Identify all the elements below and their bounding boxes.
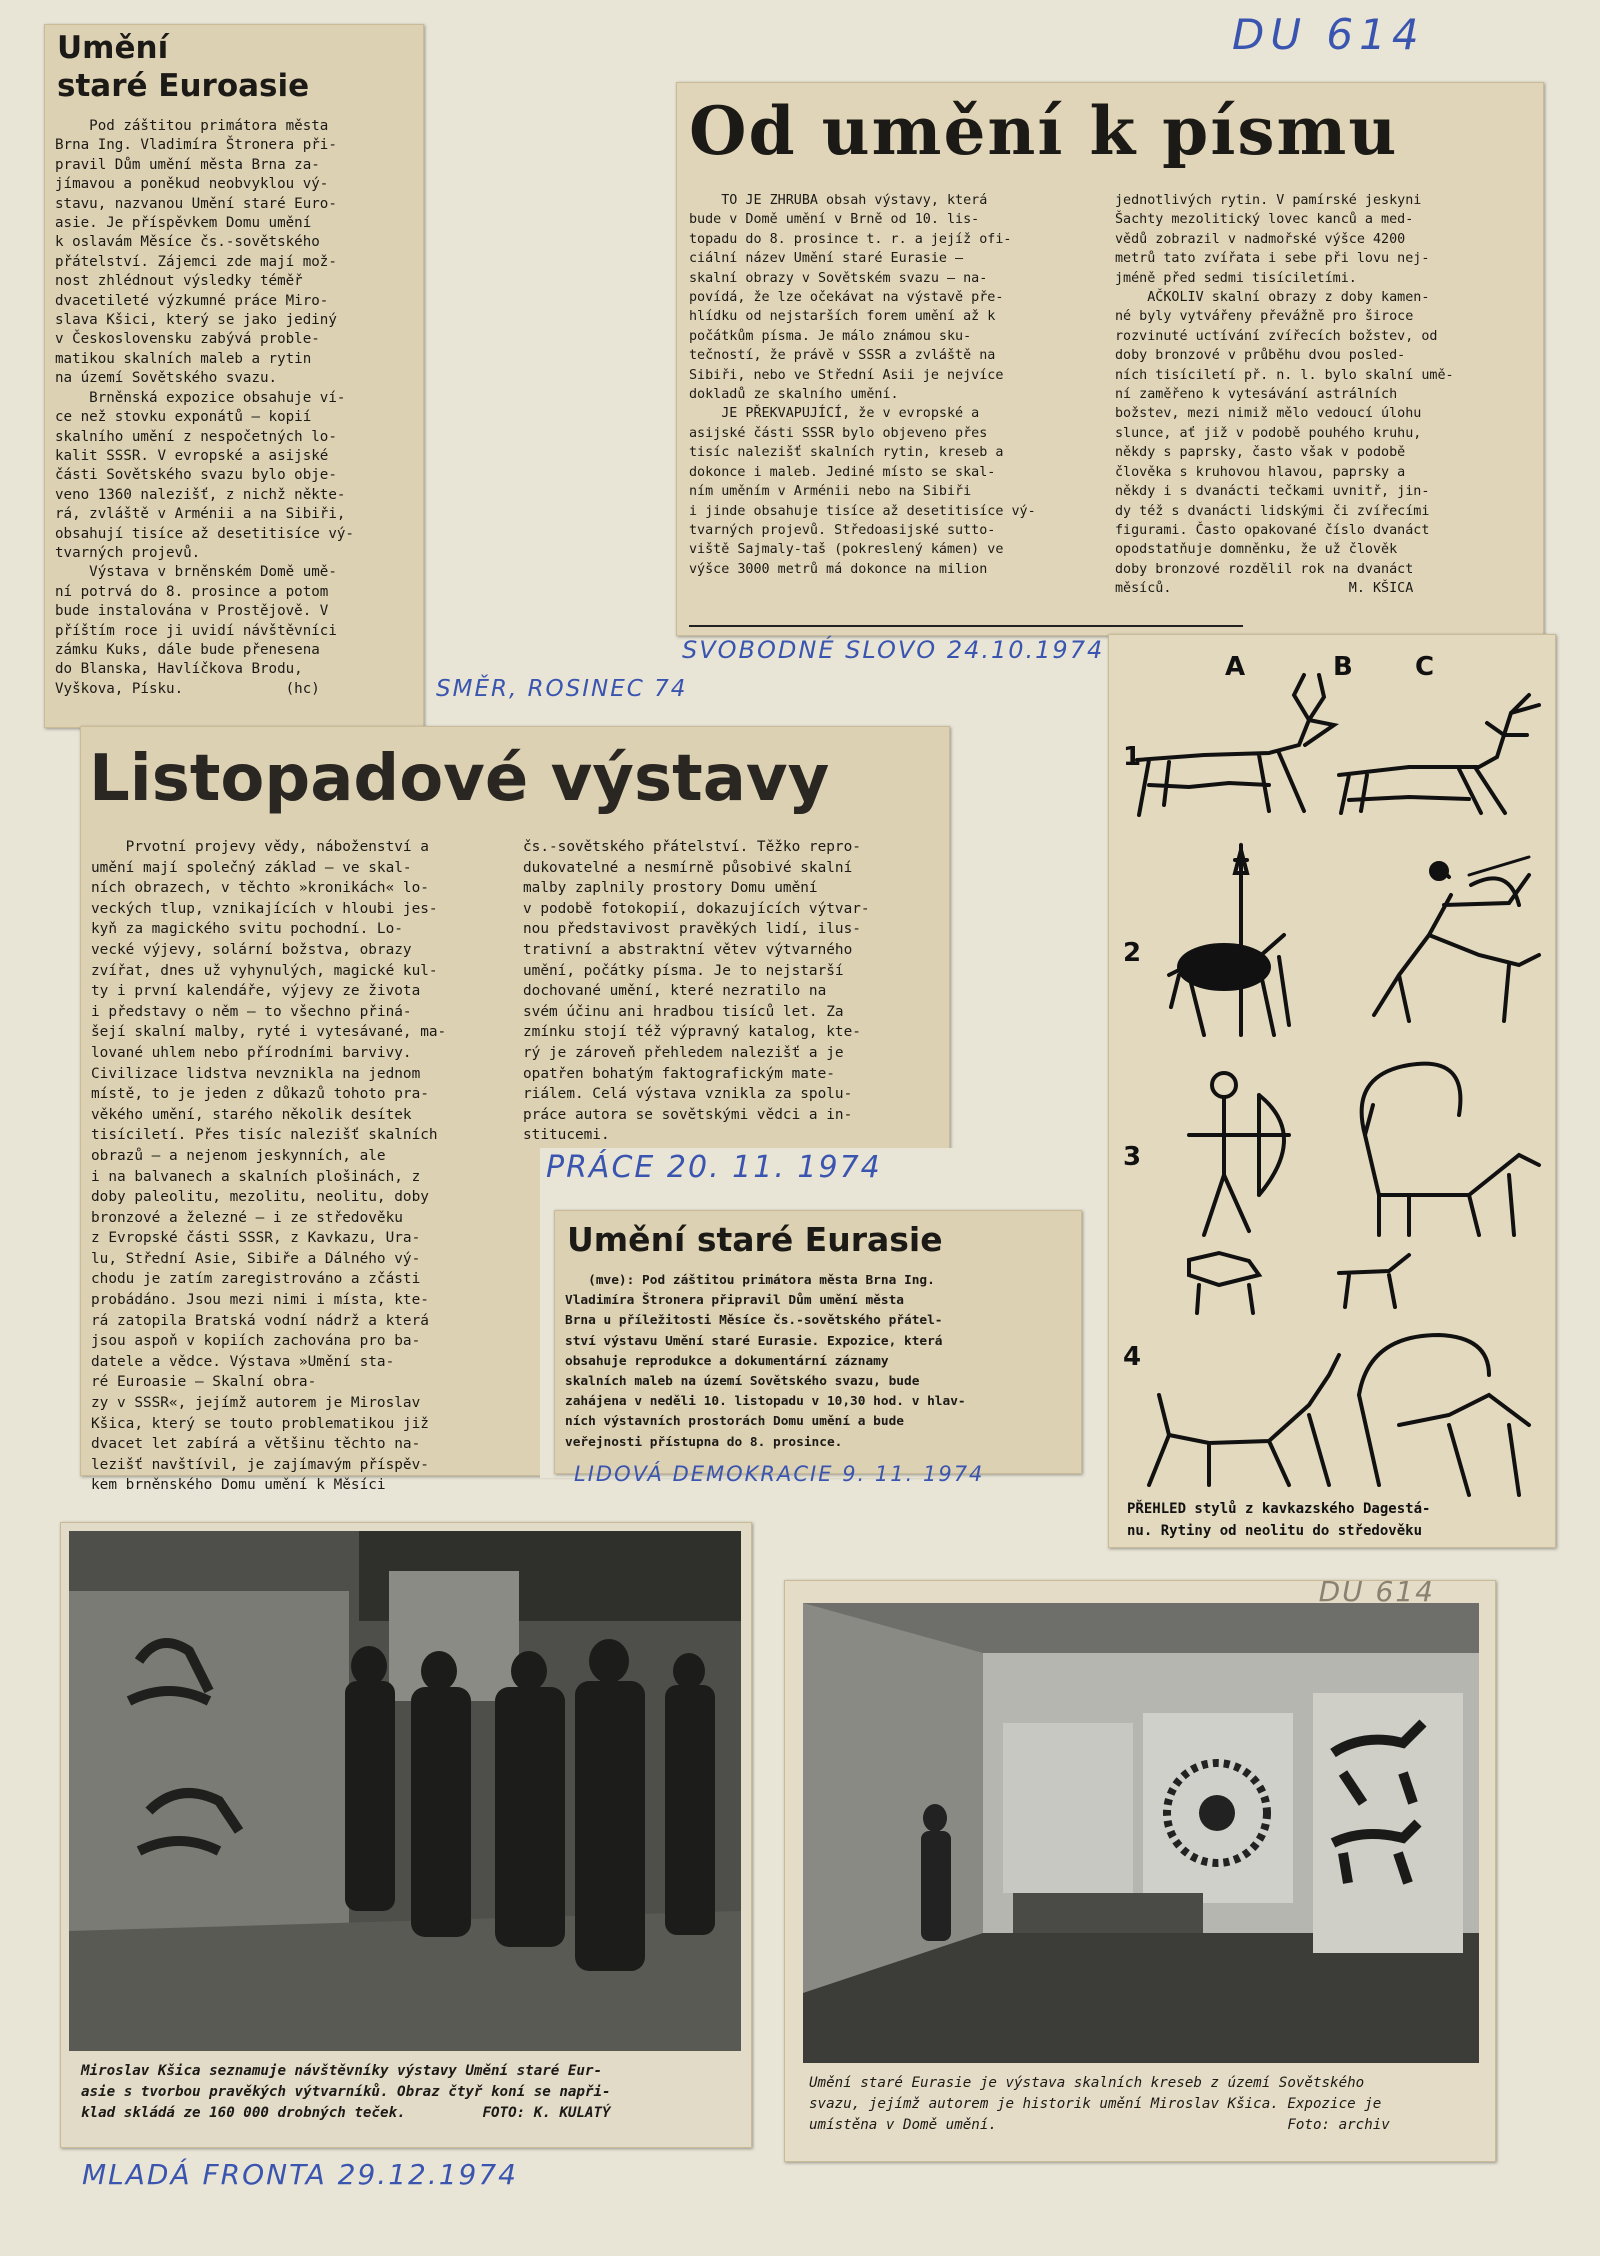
article-column-1: TO JE ZHRUBA obsah výstavy, která bude v Domě umění v Brně od 10. lis- topadu do 8. prosince t. r. a jejíž ofi- ciální název Umění staré Eurasie — skalní obrazy v Sovětském svazu — na- povídá, že lze očekávat na výstavě pře- hlídku od nejstarších forem umění až k počátkům písma. Je málo známou sku- tečností, že právě v SSSR a zvláště na Sibiři, nebo ve Střední Asii je nejvíce dokladů ze skalního umění. JE PŘEKVAPUJÍCÍ, že v evropské a asijské části SSSR bylo objeveno přes tisíc nalezišť skalních rytin, kreseb a dokonce i maleb. Jediné místo se skal- ním uměním v Arménii nebo na Sibiři i jinde obsahuje tisíce až desetitisíce vý- tvarných projevů. Středoasijské sutto- viště Sajmaly-taš (pokreslený kámen) ve výšce 3000 metrů má dokonce na milion xyxy=(689,193,1036,577)
clipping-petroglyph-figure xyxy=(1108,634,1556,1548)
clipping-headline: Od umění k písmu xyxy=(689,92,1399,170)
ibex-glyph xyxy=(1362,1064,1539,1235)
row-label-1: 1 xyxy=(1123,742,1142,772)
archer-figure-glyph xyxy=(1189,1073,1289,1235)
archive-mark-small: DU 614 xyxy=(1318,1575,1435,1608)
deer-antler-glyph xyxy=(1339,695,1539,813)
title-line-2: staré Euroasie xyxy=(57,68,310,104)
photo-scene xyxy=(69,1531,741,2051)
clipping-umeni-stare-eurasie xyxy=(554,1210,1082,1474)
small-animals-glyph xyxy=(1189,1253,1409,1313)
petroglyph-chart xyxy=(1109,635,1555,1547)
photo-caption: Umění staré Eurasie je výstava skalních kreseb z území Sovětského svazu, jejímž autorem je historik umění Miroslav Kšica. Expozice je umístěna v Domě umění. Foto: archiv xyxy=(809,2075,1390,2133)
large-animals-glyph xyxy=(1149,1335,1529,1495)
clipping-photo-kšica-exhibition xyxy=(60,1522,752,2148)
clipping-title: Umění staré Eurasie xyxy=(567,1220,943,1259)
photo-caption: Miroslav Kšica seznamuje návštěvníky výstavy Umění staré Eur- asie s tvorbou pravěkých výtvarníků. Obraz čtyř koní se napři- klad skládá ze 160 000 drobných teček. FOTO: K. KULATÝ xyxy=(81,2063,611,2121)
clipping-title xyxy=(57,29,423,105)
figure-caption-line-1: PŘEHLED stylů z kavkazského Dagestá- xyxy=(1127,1501,1431,1517)
archive-mark: DU 614 xyxy=(1232,10,1425,59)
exhibition-photo-visitors xyxy=(69,1531,741,2051)
rule xyxy=(689,625,1243,627)
photo-scene xyxy=(803,1603,1479,2063)
title-line-1: Umění xyxy=(57,30,169,66)
source-note-mlada-fronta: MLADÁ FRONTA 29.12.1974 xyxy=(82,2158,518,2191)
exhibition-photo-hall xyxy=(803,1603,1479,2063)
column-label-a: A xyxy=(1225,652,1246,682)
row-label-3: 3 xyxy=(1123,1142,1142,1172)
source-note-smer: SMĚR, ROSINEC 74 xyxy=(436,676,688,702)
rider-archer-glyph xyxy=(1374,857,1539,1021)
row-label-4: 4 xyxy=(1123,1342,1142,1372)
row-label-2: 2 xyxy=(1123,938,1142,968)
figure-caption-line-2: nu. Rytiny od neolitu do středověku xyxy=(1127,1523,1423,1539)
article-column-1: Prvotní projevy vědy, náboženství a umění mají společný základ — ve skal- ních obrazech, v těchto »kronikách« lo- veckých tlup, vznikajících v hloubi jes- kyň za magického svitu pochodní. Lo- vecké výjevy, solární božstva, obrazy zvířat, dnes už vyhynulých, magické kul- ty i první kalendáře, výjevy ze života i představy o něm — to všechno přiná- šejí skalní malby, ryté i vytesávané, ma- lované uhlem nebo přírodními barvivy. Civilizace lidstva nevznikla na jednom místě, to je jeden z důkazů tohoto pra- věkého umění, starého několik desítek tisíciletí. Přes tisíc nalezišť skalních obrazů — a nejenom jeskynních, ale i na balvanech a skalních plošinách, z doby paleolitu, mezolitu, neolitu, doby bronzové a železné — i ze středověku z Evropské části SSSR, z Kavkazu, Ura- lu, Střední Asie, Sibiře a Dálného vý- chodu je zatím zaregistrováno a zčásti probádáno. Jsou mezi nimi i místa, kte- rá zatopila Bratská vodní nádrž a která jsou aspoň v kopiích zachována pro ba- datele a vědce. Výstava »Umění sta- ré Euroasie — Skalní obra- zy v SSSR«, jejímž autorem je Miroslav Kšica, který se touto problematikou již dvacet let zabírá a většinu těchto na- lezišť navštívil, je zajímavým příspěv- kem brněnského Domu umění k Měsíci xyxy=(91,839,447,1494)
clipping-od-umeni-k-pismu xyxy=(676,82,1544,636)
article-columns xyxy=(689,191,1543,599)
deer-glyph xyxy=(1137,675,1334,815)
column-label-c: C xyxy=(1415,652,1435,682)
source-note-prace: PRÁCE 20. 11. 1974 xyxy=(546,1150,882,1185)
clipping-umeni-stare-euroasie xyxy=(44,24,424,728)
article-column-2: jednotlivých rytin. V pamírské jeskyni Šachty mezolitický lovec kanců a med- vědů zobrazil v nadmořské výšce 4200 metrů tato zvířata i sebe při lovu nej- jméně před sedmi tisíciletími. AČKOLIV skalní obrazy z doby kamen- né byly vytvářeny převážně pro široce rozvinuté uctívání zvířecích božstev, od doby bronzové v průběhu dvou posled- ních tisíciletí př. n. l. bylo skalní umě- ní zaměřeno k vytesávání astrálních božstev, mezi nimiž mělo vedoucí úlohu slunce, ať již v podobě pouhého kruhu, někdy s paprsky, často však v podobě člověka s kruhovou hlavou, paprsky a někdy i s dvanácti tečkami uvnitř, jin- dy též s dvanácti lidskými či zvířecími figurami. Často opakované číslo dvanáct opodstatňuje domněnku, že už člověk doby bronzové rozdělil rok na dvanáct měsíců. M. KŠICA xyxy=(1115,193,1454,597)
rider-spear-glyph xyxy=(1169,845,1289,1035)
source-note-lidova-demokracie: LIDOVÁ DEMOKRACIE 9. 11. 1974 xyxy=(574,1462,985,1486)
clipping-body: Pod záštitou primátora města Brna Ing. Vladimíra Štronera při- pravil Dům umění města Brna za- jímavou a poněkud neobvyklou vý- stavu, nazvanou Umění staré Euro- asie. Je příspěvkem Domu umění k oslavám Měsíce čs.-sovětského přátelství. Zájemci zde mají mož- nost zhlédnout výsledky téměř dvacetileté výzkumné práce Miro- slava Kšici, který se jako jediný v Československu zabývá proble- matikou skalních maleb a rytin na území Sovětského svazu. Brněnská expozice obsahuje ví- ce než stovku exponátů — kopií skalního umění z nespočetných lo- kalit SSSR. V evropské a asijské části Sovětského svazu bylo obje- veno 1360 nalezišť, z nichž někte- rá, zvláště v Arménii a na Sibiři, obsahují tisíce až desetitisíce vý- tvarných projevů. Výstava v brněnském Domě umě- ní potrvá do 8. prosince a potom bude instalována v Prostějově. V příštím roce ji uvidí návštěvníci zámku Kuks, dále bude přenesena do Blanska, Havlíčkova Brodu, Vyškova, Písku. (hc) xyxy=(55,118,354,697)
source-note-svobodne-slovo: SVOBODNÉ SLOVO 24.10.1974 xyxy=(682,636,1105,664)
article-column-2: čs.-sovětského přátelství. Těžko repro- dukovatelné a nesmírně působivé skalní malby zaplnily prostory Domu umění v podobě fotokopií, dokazujících výtvar- nou představivost pravěkých lidí, ilus- trativní a abstraktní větev výtvarného umění, počátky písma. Je to nejstarší dochované umění, které nezratilo na svém účinu ani hradbou tisíců let. Za zmínku stojí též výpravný katalog, kte- rý je zároveň přehledem nalezišť a je opatřen bohatým faktografickým mate- riálem. Celá výstava vznikla za spolu- práce autora se sovětskými vědci a in- stitucemi. xyxy=(523,839,870,1144)
clipping-photo-exhibition-hall xyxy=(784,1575,1496,2162)
clipping-headline: Listopadové výstavy xyxy=(89,742,830,816)
clipping-body: (mve): Pod záštitou primátora města Brna Ing. Vladimíra Štronera připravil Dům umění města Brna u příležitosti Měsíce čs.-sovětského přátel- ství výstavu Umění staré Eurasie. Expozice, která obsahuje reprodukce a dokumentární záznamy skalních maleb na území Sovětského svazu, bude zahájena v neděli 10. listopadu v 10,30 hod. v hlav- ních výstavních prostorách Domu umění a bude veřejnosti přístupna do 8. prosince. xyxy=(565,1273,966,1450)
column-label-b: B xyxy=(1333,652,1353,682)
